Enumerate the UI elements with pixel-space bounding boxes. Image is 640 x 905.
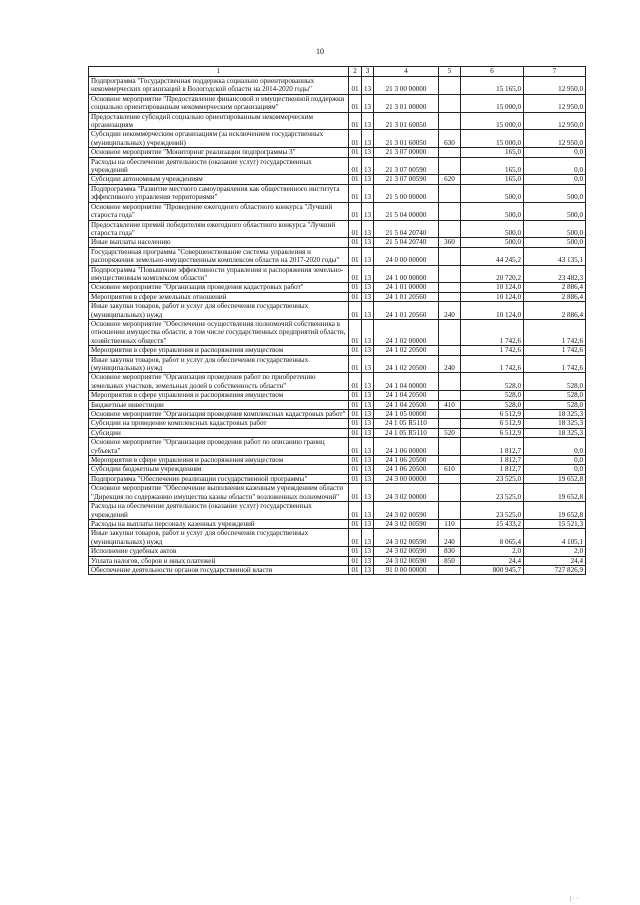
table-row [89,547,586,556]
row-amount-2020-cell: 500,0 [524,238,586,247]
row-amount-2019-cell: 15 165,0 [461,77,524,95]
row-target-code-cell: 24 1 01 20560 [374,302,439,320]
row-amount-2019-cell: 15 000,0 [461,130,524,148]
row-name-cell: Иные закупки товаров, работ и услуг для обеспечения государственных (муниципальных) нужд [89,529,349,547]
row-target-code-cell: 24 3 02 00000 [374,484,439,502]
row-expense-type-cell: 830 [439,547,461,556]
row-name-cell: Подпрограмма "Повышение эффективности управления и распоряжения земельно-имущественным комплексом области" [89,265,349,283]
row-amount-2020-cell: 19 652,8 [524,484,586,502]
row-name-cell: Субсидии бюджетным учреждениям [89,465,349,474]
row-amount-2020-cell: 500,0 [524,184,586,202]
row-section-cell: 01 [349,465,362,474]
row-expense-type-cell [439,438,461,456]
row-amount-2020-cell: 0,0 [524,148,586,157]
row-section-cell: 01 [349,456,362,465]
row-name-cell: Государственная программа "Совершенствование системы управления и распоряжения земельно-имущественным комплексом области на 2017-2020 годы" [89,247,349,265]
table-row [89,202,586,220]
table-row [89,302,586,320]
row-subsection-cell: 13 [362,77,374,95]
row-subsection-cell: 13 [362,428,374,437]
table-row [89,112,586,130]
row-amount-2020-cell: 0,0 [524,456,586,465]
row-subsection-cell: 13 [362,265,374,283]
table-row [89,502,586,520]
row-name-cell: Мероприятия в сфере управления и распоряжения имуществом [89,456,349,465]
row-amount-2020-cell: 727 826,9 [524,565,586,574]
row-section-cell: 01 [349,529,362,547]
row-name-cell: Подпрограмма "Развитие местного самоуправления как общественного института эффективного управления территориями" [89,184,349,202]
row-amount-2020-cell: 12 950,0 [524,94,586,112]
row-section-cell: 01 [349,565,362,574]
header-cell: 3 [362,67,374,77]
row-name-cell: Расходы на обеспечение деятельности (оказание услуг) государственных учреждений [89,502,349,520]
row-target-code-cell: 21 3 01 60050 [374,130,439,148]
row-target-code-cell: 24 1 00 00000 [374,265,439,283]
budget-table [88,66,586,575]
row-target-code-cell: 24 1 02 20500 [374,355,439,373]
row-subsection-cell: 13 [362,283,374,292]
row-expense-type-cell [439,265,461,283]
row-target-code-cell: 24 3 02 00590 [374,502,439,520]
row-subsection-cell: 13 [362,373,374,391]
row-section-cell: 01 [349,247,362,265]
row-name-cell: Исполнение судебных актов [89,547,349,556]
row-section-cell: 01 [349,283,362,292]
row-target-code-cell: 24 3 00 00000 [374,474,439,483]
row-expense-type-cell [439,112,461,130]
row-target-code-cell: 24 1 01 20560 [374,292,439,301]
row-section-cell: 01 [349,238,362,247]
row-subsection-cell: 13 [362,247,374,265]
row-target-code-cell: 21 3 01 60050 [374,112,439,130]
row-subsection-cell: 13 [362,130,374,148]
row-expense-type-cell [439,391,461,400]
row-expense-type-cell [439,283,461,292]
row-section-cell: 01 [349,77,362,95]
row-amount-2019-cell: 1 812,7 [461,465,524,474]
row-amount-2020-cell: 2,0 [524,547,586,556]
row-expense-type-cell: 520 [439,428,461,437]
row-target-code-cell: 24 1 05 R5110 [374,419,439,428]
row-amount-2020-cell: 23 482,3 [524,265,586,283]
row-amount-2019-cell: 500,0 [461,238,524,247]
row-expense-type-cell [439,373,461,391]
row-subsection-cell: 13 [362,519,374,528]
row-name-cell: Основное мероприятие "Мониторинг реализации подпрограммы 3" [89,148,349,157]
row-name-cell: Субсидии некоммерческим организациям (за исключением государственных (муниципальных) учреждений) [89,130,349,148]
row-amount-2019-cell: 23 525,0 [461,484,524,502]
header-cell: 2 [349,67,362,77]
table-row [89,148,586,157]
row-expense-type-cell: 410 [439,400,461,409]
row-section-cell: 01 [349,391,362,400]
row-name-cell: Бюджетные инвестиции [89,400,349,409]
row-section-cell: 01 [349,157,362,175]
row-section-cell: 01 [349,400,362,409]
row-amount-2020-cell: 1 742,6 [524,319,586,345]
row-target-code-cell: 21 3 07 00000 [374,148,439,157]
row-target-code-cell: 24 1 04 20500 [374,391,439,400]
row-expense-type-cell [439,319,461,345]
row-target-code-cell: 24 1 05 R5110 [374,428,439,437]
row-amount-2019-cell: 165,0 [461,175,524,184]
table-row [89,419,586,428]
table-row [89,519,586,528]
row-amount-2020-cell: 4 105,1 [524,529,586,547]
row-target-code-cell: 24 1 06 00000 [374,438,439,456]
row-amount-2020-cell: 0,0 [524,175,586,184]
row-section-cell: 01 [349,94,362,112]
row-section-cell: 01 [349,547,362,556]
row-name-cell: Мероприятия в сфере земельных отношений [89,292,349,301]
table-row [89,373,586,391]
corner-mark: | · · [570,896,579,902]
row-subsection-cell: 13 [362,419,374,428]
row-subsection-cell: 13 [362,465,374,474]
row-section-cell: 01 [349,419,362,428]
row-subsection-cell: 13 [362,202,374,220]
row-target-code-cell: 21 3 07 00590 [374,175,439,184]
row-amount-2019-cell: 6 512,9 [461,410,524,419]
row-subsection-cell: 13 [362,391,374,400]
table-row [89,400,586,409]
row-amount-2019-cell: 15 000,0 [461,94,524,112]
row-expense-type-cell [439,419,461,428]
table-row [89,428,586,437]
row-expense-type-cell [439,94,461,112]
row-expense-type-cell: 630 [439,130,461,148]
row-amount-2019-cell: 1 742,6 [461,319,524,345]
row-amount-2020-cell: 0,0 [524,438,586,456]
row-amount-2020-cell: 500,0 [524,202,586,220]
row-amount-2020-cell: 528,0 [524,373,586,391]
row-target-code-cell: 91 0 00 00000 [374,565,439,574]
header-cell: 7 [524,67,586,77]
row-subsection-cell: 13 [362,502,374,520]
table-header-row [89,67,586,77]
row-amount-2019-cell: 1 742,6 [461,346,524,355]
table-row [89,355,586,373]
row-amount-2020-cell: 0,0 [524,157,586,175]
row-subsection-cell: 13 [362,148,374,157]
row-section-cell: 01 [349,410,362,419]
row-name-cell: Расходы на выплаты персоналу казенных учреждений [89,519,349,528]
row-expense-type-cell [439,148,461,157]
row-target-code-cell: 24 0 00 00000 [374,247,439,265]
row-subsection-cell: 13 [362,565,374,574]
row-name-cell: Мероприятия в сфере управления и распоряжения имуществом [89,391,349,400]
table-row [89,247,586,265]
row-amount-2020-cell: 1 742,6 [524,355,586,373]
row-name-cell: Предоставление премий победителям ежегодного областного конкурса "Лучший староста года" [89,220,349,238]
row-expense-type-cell [439,220,461,238]
row-target-code-cell: 21 3 01 00000 [374,94,439,112]
row-amount-2019-cell: 528,0 [461,373,524,391]
table-row [89,292,586,301]
row-expense-type-cell [439,157,461,175]
row-amount-2019-cell: 44 245,2 [461,247,524,265]
row-target-code-cell: 24 3 02 00590 [374,547,439,556]
table-row [89,456,586,465]
row-amount-2020-cell: 18 325,3 [524,410,586,419]
row-amount-2019-cell: 500,0 [461,220,524,238]
row-expense-type-cell: 240 [439,355,461,373]
row-amount-2020-cell: 19 652,8 [524,502,586,520]
row-expense-type-cell [439,502,461,520]
row-amount-2020-cell: 2 886,4 [524,292,586,301]
table-row [89,265,586,283]
row-amount-2019-cell: 1 812,7 [461,438,524,456]
row-section-cell: 01 [349,346,362,355]
table-row [89,220,586,238]
row-section-cell: 01 [349,519,362,528]
row-target-code-cell: 21 5 04 20740 [374,238,439,247]
row-section-cell: 01 [349,220,362,238]
row-subsection-cell: 13 [362,319,374,345]
row-amount-2019-cell: 528,0 [461,400,524,409]
table-row [89,529,586,547]
row-amount-2020-cell: 528,0 [524,391,586,400]
header-cell: 1 [89,67,349,77]
row-expense-type-cell: 620 [439,175,461,184]
row-amount-2020-cell: 2 886,4 [524,302,586,320]
table-row [89,565,586,574]
row-subsection-cell: 13 [362,547,374,556]
row-name-cell: Основное мероприятие "Обеспечение выполнения казенным учреждением области "Дирекция по содержанию имущества казны области" возложенных полномочий" [89,484,349,502]
row-target-code-cell: 21 3 07 00590 [374,157,439,175]
row-amount-2019-cell: 8 065,4 [461,529,524,547]
row-expense-type-cell [439,202,461,220]
row-name-cell: Предоставление субсидий социально ориентированным некоммерческим организациям [89,112,349,130]
row-section-cell: 01 [349,428,362,437]
row-section-cell: 01 [349,502,362,520]
row-name-cell: Основное мероприятие "Обеспечение осуществления полномочий собственника в отношении имущества области, в том числе государственных предприятий области, хозяйственных обществ" [89,319,349,345]
table-row [89,465,586,474]
row-target-code-cell: 24 3 02 00590 [374,529,439,547]
row-section-cell: 01 [349,112,362,130]
row-target-code-cell: 24 1 02 00000 [374,319,439,345]
row-section-cell: 01 [349,484,362,502]
row-amount-2019-cell: 23 525,0 [461,474,524,483]
table-row [89,474,586,483]
row-expense-type-cell: 850 [439,556,461,565]
row-section-cell: 01 [349,474,362,483]
row-amount-2020-cell: 12 950,0 [524,130,586,148]
row-subsection-cell: 13 [362,484,374,502]
row-name-cell: Субсидии [89,428,349,437]
row-expense-type-cell: 610 [439,465,461,474]
row-expense-type-cell: 240 [439,529,461,547]
row-subsection-cell: 13 [362,400,374,409]
row-target-code-cell: 24 1 02 20500 [374,346,439,355]
row-amount-2020-cell: 2 886,4 [524,283,586,292]
row-target-code-cell: 21 5 04 00000 [374,202,439,220]
row-expense-type-cell [439,247,461,265]
row-name-cell: Субсидии на проведение комплексных кадастровых работ [89,419,349,428]
header-cell: 5 [439,67,461,77]
row-amount-2019-cell: 10 124,0 [461,302,524,320]
table-row [89,184,586,202]
row-target-code-cell: 24 1 06 20500 [374,456,439,465]
row-subsection-cell: 13 [362,157,374,175]
row-amount-2019-cell: 10 124,0 [461,283,524,292]
row-expense-type-cell: 110 [439,519,461,528]
row-name-cell: Обеспечение деятельности органов государственной власти [89,565,349,574]
row-subsection-cell: 13 [362,94,374,112]
row-section-cell: 01 [349,319,362,345]
table-row [89,94,586,112]
row-expense-type-cell [439,184,461,202]
row-expense-type-cell [439,292,461,301]
row-amount-2019-cell: 800 945,7 [461,565,524,574]
table-row [89,438,586,456]
table-row [89,410,586,419]
row-subsection-cell: 13 [362,184,374,202]
row-expense-type-cell [439,77,461,95]
row-section-cell: 01 [349,265,362,283]
table-row [89,346,586,355]
row-amount-2020-cell: 12 950,0 [524,77,586,95]
row-name-cell: Основное мероприятие "Проведение ежегодного областного конкурса "Лучший староста года" [89,202,349,220]
row-section-cell: 01 [349,373,362,391]
row-name-cell: Основное мероприятие "Организация проведения кадастровых работ" [89,283,349,292]
row-section-cell: 01 [349,175,362,184]
row-expense-type-cell: 360 [439,238,461,247]
row-amount-2019-cell: 165,0 [461,148,524,157]
row-amount-2019-cell: 20 720,2 [461,265,524,283]
row-amount-2020-cell: 12 950,0 [524,112,586,130]
row-section-cell: 01 [349,355,362,373]
row-amount-2020-cell: 18 325,3 [524,419,586,428]
row-amount-2020-cell: 24,4 [524,556,586,565]
row-subsection-cell: 13 [362,220,374,238]
row-subsection-cell: 13 [362,175,374,184]
row-section-cell: 01 [349,130,362,148]
row-amount-2019-cell: 24,4 [461,556,524,565]
table-row [89,238,586,247]
row-amount-2019-cell: 23 525,0 [461,502,524,520]
row-subsection-cell: 13 [362,438,374,456]
row-expense-type-cell [439,456,461,465]
table-row [89,391,586,400]
row-amount-2019-cell: 2,0 [461,547,524,556]
row-subsection-cell: 13 [362,238,374,247]
table-row [89,77,586,95]
page-number: 10 [316,47,324,56]
row-name-cell: Мероприятия в сфере управления и распоряжения имуществом [89,346,349,355]
row-name-cell: Иные закупки товаров, работ и услуг для обеспечения государственных (муниципальных) нужд [89,355,349,373]
row-amount-2020-cell: 19 652,8 [524,474,586,483]
row-target-code-cell: 24 3 02 00590 [374,556,439,565]
row-amount-2019-cell: 10 124,0 [461,292,524,301]
table-row [89,130,586,148]
row-amount-2020-cell: 1 742,6 [524,346,586,355]
table-row [89,556,586,565]
row-name-cell: Подпрограмма "Обеспечение реализации государственной программы" [89,474,349,483]
row-expense-type-cell [439,484,461,502]
row-target-code-cell: 21 3 00 00000 [374,77,439,95]
row-section-cell: 01 [349,556,362,565]
row-subsection-cell: 13 [362,529,374,547]
row-section-cell: 01 [349,438,362,456]
row-target-code-cell: 24 1 04 00000 [374,373,439,391]
row-name-cell: Иные выплаты населению [89,238,349,247]
row-target-code-cell: 24 1 05 00000 [374,410,439,419]
row-name-cell: Основное мероприятие "Предоставление финансовой и имущественной поддержки социально ориентированным некоммерческим организациям" [89,94,349,112]
row-target-code-cell: 21 5 04 20740 [374,220,439,238]
row-subsection-cell: 13 [362,456,374,465]
row-amount-2019-cell: 500,0 [461,202,524,220]
table-row [89,175,586,184]
row-name-cell: Основное мероприятие "Организация проведения работ по описанию границ субъекта" [89,438,349,456]
row-target-code-cell: 24 1 06 20500 [374,465,439,474]
row-expense-type-cell [439,346,461,355]
row-name-cell: Основное мероприятие "Организация проведения работ по приобретению земельных участков, земельных долей в собственность области" [89,373,349,391]
table-row [89,319,586,345]
row-section-cell: 01 [349,184,362,202]
row-expense-type-cell [439,474,461,483]
row-subsection-cell: 13 [362,112,374,130]
header-cell: 6 [461,67,524,77]
row-amount-2020-cell: 528,0 [524,400,586,409]
row-name-cell: Субсидии автономным учреждениям [89,175,349,184]
row-expense-type-cell: 240 [439,302,461,320]
row-amount-2020-cell: 0,0 [524,465,586,474]
row-name-cell: Уплата налогов, сборов и иных платежей [89,556,349,565]
row-amount-2019-cell: 165,0 [461,157,524,175]
row-target-code-cell: 24 1 04 20500 [374,400,439,409]
row-amount-2019-cell: 15 433,2 [461,519,524,528]
row-name-cell: Основное мероприятие "Организация проведения комплексных кадастровых работ" [89,410,349,419]
table-row [89,484,586,502]
row-amount-2019-cell: 1 812,7 [461,456,524,465]
row-section-cell: 01 [349,292,362,301]
row-expense-type-cell [439,565,461,574]
row-expense-type-cell [439,410,461,419]
row-section-cell: 01 [349,302,362,320]
row-subsection-cell: 13 [362,346,374,355]
row-target-code-cell: 24 1 01 00000 [374,283,439,292]
row-amount-2020-cell: 500,0 [524,220,586,238]
row-section-cell: 01 [349,202,362,220]
row-section-cell: 01 [349,148,362,157]
row-subsection-cell: 13 [362,474,374,483]
row-subsection-cell: 13 [362,355,374,373]
row-subsection-cell: 13 [362,292,374,301]
row-amount-2019-cell: 500,0 [461,184,524,202]
table-row [89,157,586,175]
row-amount-2019-cell: 6 512,9 [461,419,524,428]
row-name-cell: Расходы на обеспечение деятельности (оказание услуг) государственных учреждений [89,157,349,175]
row-target-code-cell: 24 3 02 00590 [374,519,439,528]
row-amount-2020-cell: 15 521,3 [524,519,586,528]
row-amount-2019-cell: 6 512,9 [461,428,524,437]
row-amount-2020-cell: 18 325,3 [524,428,586,437]
row-name-cell: Подпрограмма "Государственная поддержка социально ориентированных некоммерческих организаций в Вологодской области на 2014-2020 годы" [89,77,349,95]
row-subsection-cell: 13 [362,410,374,419]
row-amount-2020-cell: 43 135,1 [524,247,586,265]
table-row [89,283,586,292]
row-amount-2019-cell: 528,0 [461,391,524,400]
header-cell: 4 [374,67,439,77]
row-target-code-cell: 21 5 00 00000 [374,184,439,202]
row-amount-2019-cell: 1 742,6 [461,355,524,373]
row-amount-2019-cell: 15 000,0 [461,112,524,130]
row-name-cell: Иные закупки товаров, работ и услуг для обеспечения государственных (муниципальных) нужд [89,302,349,320]
row-subsection-cell: 13 [362,556,374,565]
row-subsection-cell: 13 [362,302,374,320]
